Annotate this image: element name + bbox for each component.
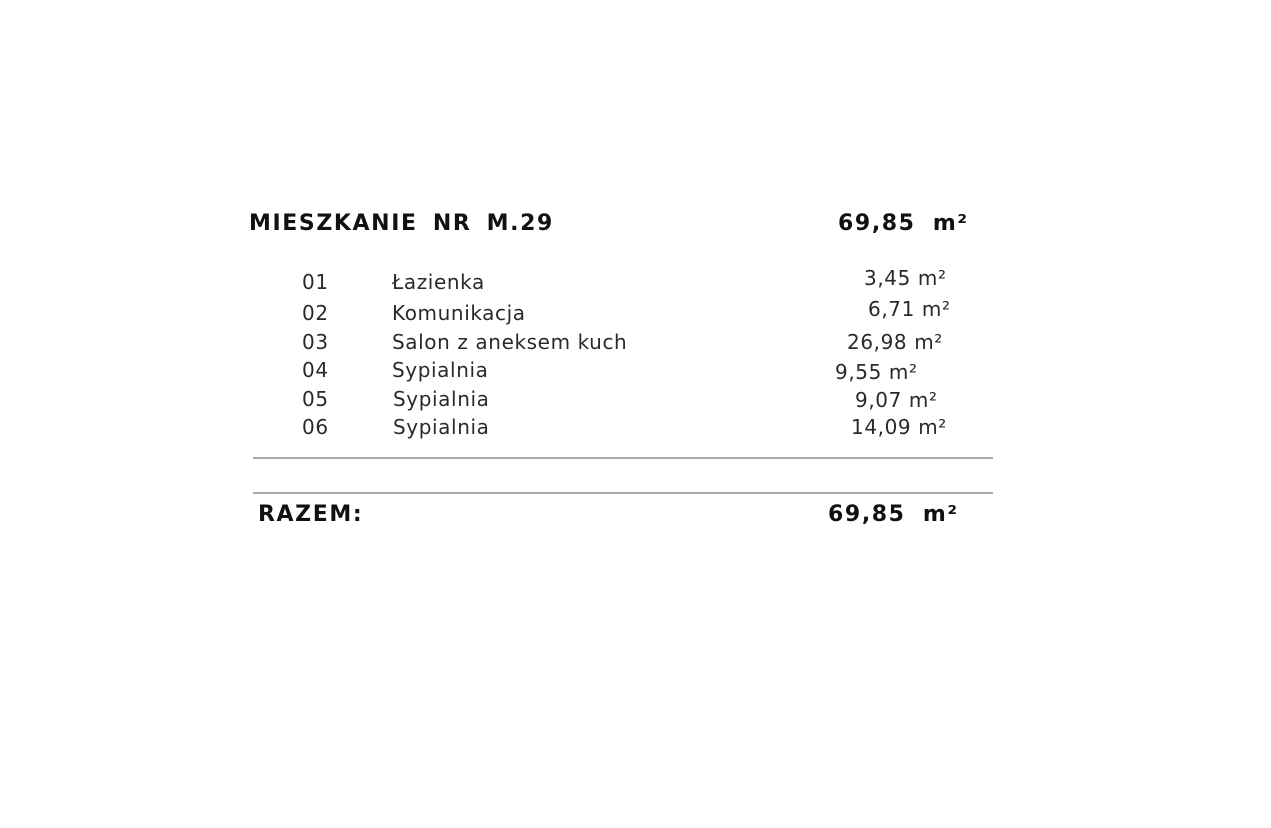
apartment-title: MIESZKANIE NR M.29 [249, 211, 554, 236]
room-area: 26,98 m² [847, 330, 943, 354]
room-number: 03 [302, 330, 329, 354]
divider-line [253, 457, 993, 459]
room-name: Sypialnia [393, 415, 490, 439]
room-area: 14,09 m² [851, 415, 947, 439]
room-name: Łazienka [392, 270, 485, 294]
total-area: 69,85 m² [828, 502, 959, 527]
room-area: 9,07 m² [855, 388, 938, 412]
divider-line [253, 492, 993, 494]
room-name: Salon z aneksem kuch [392, 330, 628, 354]
total-label: RAZEM: [258, 502, 364, 527]
room-number: 04 [302, 358, 329, 382]
room-number: 06 [302, 415, 329, 439]
room-area: 9,55 m² [835, 360, 918, 384]
room-number: 05 [302, 387, 329, 411]
room-area: 3,45 m² [864, 266, 947, 290]
room-area: 6,71 m² [868, 297, 951, 321]
room-number: 02 [302, 301, 329, 325]
room-name: Sypialnia [392, 358, 489, 382]
apartment-total-area-header: 69,85 m² [838, 211, 969, 236]
room-number: 01 [302, 270, 329, 294]
room-name: Sypialnia [393, 387, 490, 411]
room-name: Komunikacja [392, 301, 526, 325]
